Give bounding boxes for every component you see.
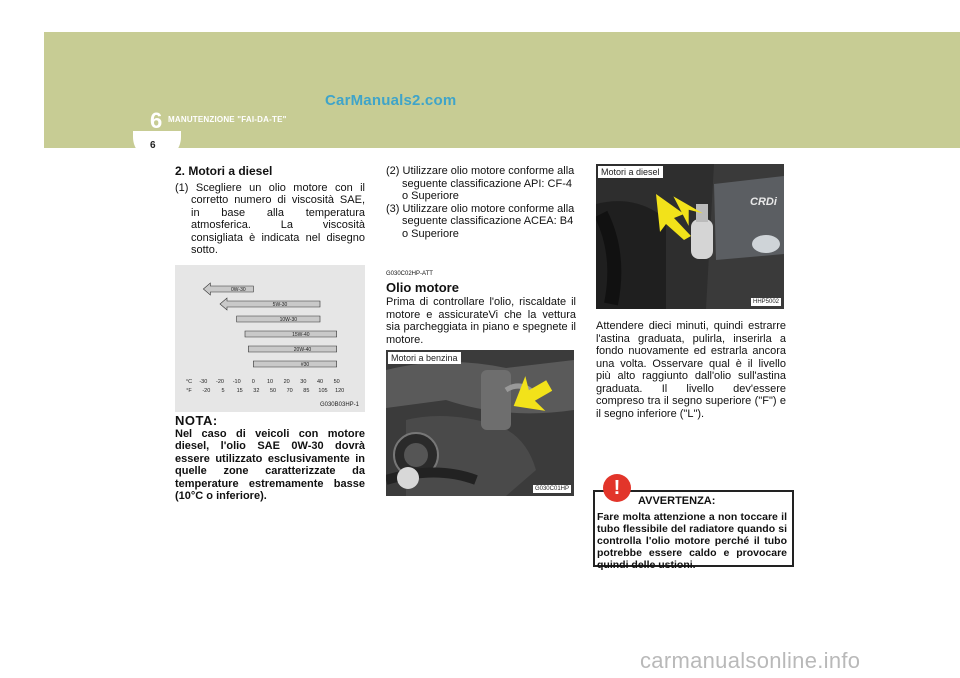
fahrenheit-tick: 105 bbox=[318, 388, 328, 394]
celsius-tick: 40 bbox=[316, 379, 324, 385]
watermark-link[interactable]: CarManuals2.com bbox=[325, 92, 457, 109]
column-1 bbox=[175, 165, 365, 259]
petrol-engine-photo bbox=[386, 350, 574, 496]
petrol-photo-code: G030C01HP bbox=[534, 486, 569, 492]
celsius-tick: °C bbox=[185, 379, 193, 385]
viscosity-bar-label: 0W-30 bbox=[231, 287, 246, 294]
viscosity-bar-label: 10W-30 bbox=[279, 317, 298, 324]
viscosity-chart bbox=[175, 265, 365, 412]
viscosity-bar-label: 15W-40 bbox=[292, 332, 310, 339]
celsius-tick: -20 bbox=[216, 379, 224, 385]
header-ribbon bbox=[44, 140, 960, 148]
section-code: G030C02HP-ATT bbox=[386, 271, 433, 277]
section-title: 2. Motori a diesel bbox=[175, 164, 273, 178]
note-block bbox=[175, 415, 365, 503]
celsius-tick: 50 bbox=[333, 379, 340, 385]
warning-icon: ! bbox=[603, 474, 631, 502]
viscosity-bar-10w30 bbox=[237, 316, 320, 322]
fahrenheit-tick: 15 bbox=[236, 388, 243, 394]
fahrenheit-tick: 70 bbox=[286, 388, 293, 394]
oil-title: Olio motore bbox=[386, 279, 459, 295]
celsius-tick: 0 bbox=[251, 379, 255, 385]
petrol-engine-illustration bbox=[386, 350, 574, 496]
chapter-number: 6 bbox=[150, 108, 163, 133]
instruction-1: (1) Scegliere un olio motore con il corretto numero di viscosità SAE, in base alla temperatura atmosferica. La viscosità consigliata è indicata nel disegno sotto. bbox=[175, 181, 365, 256]
diesel-photo-label: Motori a diesel bbox=[598, 166, 663, 178]
viscosity-bar-20w40 bbox=[248, 346, 336, 352]
celsius-tick: -30 bbox=[199, 379, 208, 385]
celsius-tick: -10 bbox=[232, 379, 241, 385]
dipstick-text: Attendere dieci minuti, quindi estrarre l'astina graduata, pulirla, inserirla a fondo nuovamente ed estrarla ancora una volta. Osservare qual è il livello più alto raggiunto dall'olio sull'astina graduata. Il livello dev'essere compreso tra il segno superiore ("F") e il segno inferiore ("L"). bbox=[596, 320, 786, 420]
celsius-tick: 30 bbox=[300, 379, 307, 385]
crdi-logo: CRDi bbox=[750, 196, 777, 208]
fahrenheit-tick: 50 bbox=[269, 388, 277, 394]
instruction-2: (2) Utilizzare olio motore conforme alla seguente classificazione API: CF-4 o Superiore bbox=[386, 165, 575, 202]
viscosity-bar-15w40 bbox=[245, 331, 337, 337]
fahrenheit-tick: °F bbox=[186, 388, 192, 394]
diesel-engine-photo bbox=[596, 164, 784, 309]
note-text: Nel caso di veicoli con motore diesel, l'olio SAE 0W-30 dovrà essere utilizzato esclusivamente in quelle zone caratterizzate da temperature estremamente basse (10°C o inferiore). bbox=[175, 427, 365, 502]
viscosity-bar-5w30 bbox=[220, 298, 320, 310]
celsius-tick: 20 bbox=[283, 379, 290, 385]
warning-text: Fare molta attenzione a non toccare il tubo flessibile del radiatore quando si controlla l'olio motore perché il tubo potrebbe essere caldo e provocare quindi delle ustioni. bbox=[597, 511, 787, 571]
celsius-tick: 10 bbox=[266, 379, 274, 385]
viscosity-bar-0w30 bbox=[203, 283, 253, 295]
petrol-photo-label: Motori a benzina bbox=[388, 352, 461, 364]
column-2 bbox=[386, 165, 576, 346]
header-band bbox=[44, 32, 960, 146]
chart-code: G030B03HP-1 bbox=[319, 402, 359, 408]
diesel-photo-code: HHP5002 bbox=[752, 299, 779, 305]
viscosity-bar-30 bbox=[253, 361, 336, 367]
fahrenheit-tick: -20 bbox=[202, 388, 211, 394]
fahrenheit-tick: 85 bbox=[303, 388, 310, 394]
footer-watermark[interactable]: carmanualsonline.info bbox=[640, 648, 861, 673]
spacer bbox=[386, 240, 576, 268]
fahrenheit-tick: 32 bbox=[253, 388, 260, 394]
viscosity-bar-label: 20W-40 bbox=[293, 347, 312, 354]
fahrenheit-tick: 5 bbox=[221, 388, 225, 394]
warning-title: AVVERTENZA: bbox=[638, 495, 716, 507]
instruction-3: (3) Utilizzare olio motore conforme alla seguente classificazione ACEA: B4 o Superiore bbox=[386, 202, 575, 240]
note-title: NOTA: bbox=[175, 413, 218, 428]
viscosity-chart-svg bbox=[175, 265, 365, 412]
oil-text: Prima di controllare l'olio, riscaldate il motore e assicurateVi che la vettura sia parcheggiata in piano e spegnete il motore. bbox=[386, 296, 576, 346]
page-number: 6 bbox=[150, 140, 156, 151]
page-tab bbox=[133, 131, 181, 161]
diesel-engine-illustration bbox=[596, 164, 784, 309]
fahrenheit-tick: 120 bbox=[335, 388, 345, 394]
viscosity-bar-label: #30 bbox=[300, 362, 310, 369]
viscosity-bar-label: 5W-30 bbox=[272, 302, 288, 309]
chapter-title: MANUTENZIONE "FAI-DA-TE" bbox=[168, 115, 287, 124]
column-3 bbox=[596, 320, 786, 420]
